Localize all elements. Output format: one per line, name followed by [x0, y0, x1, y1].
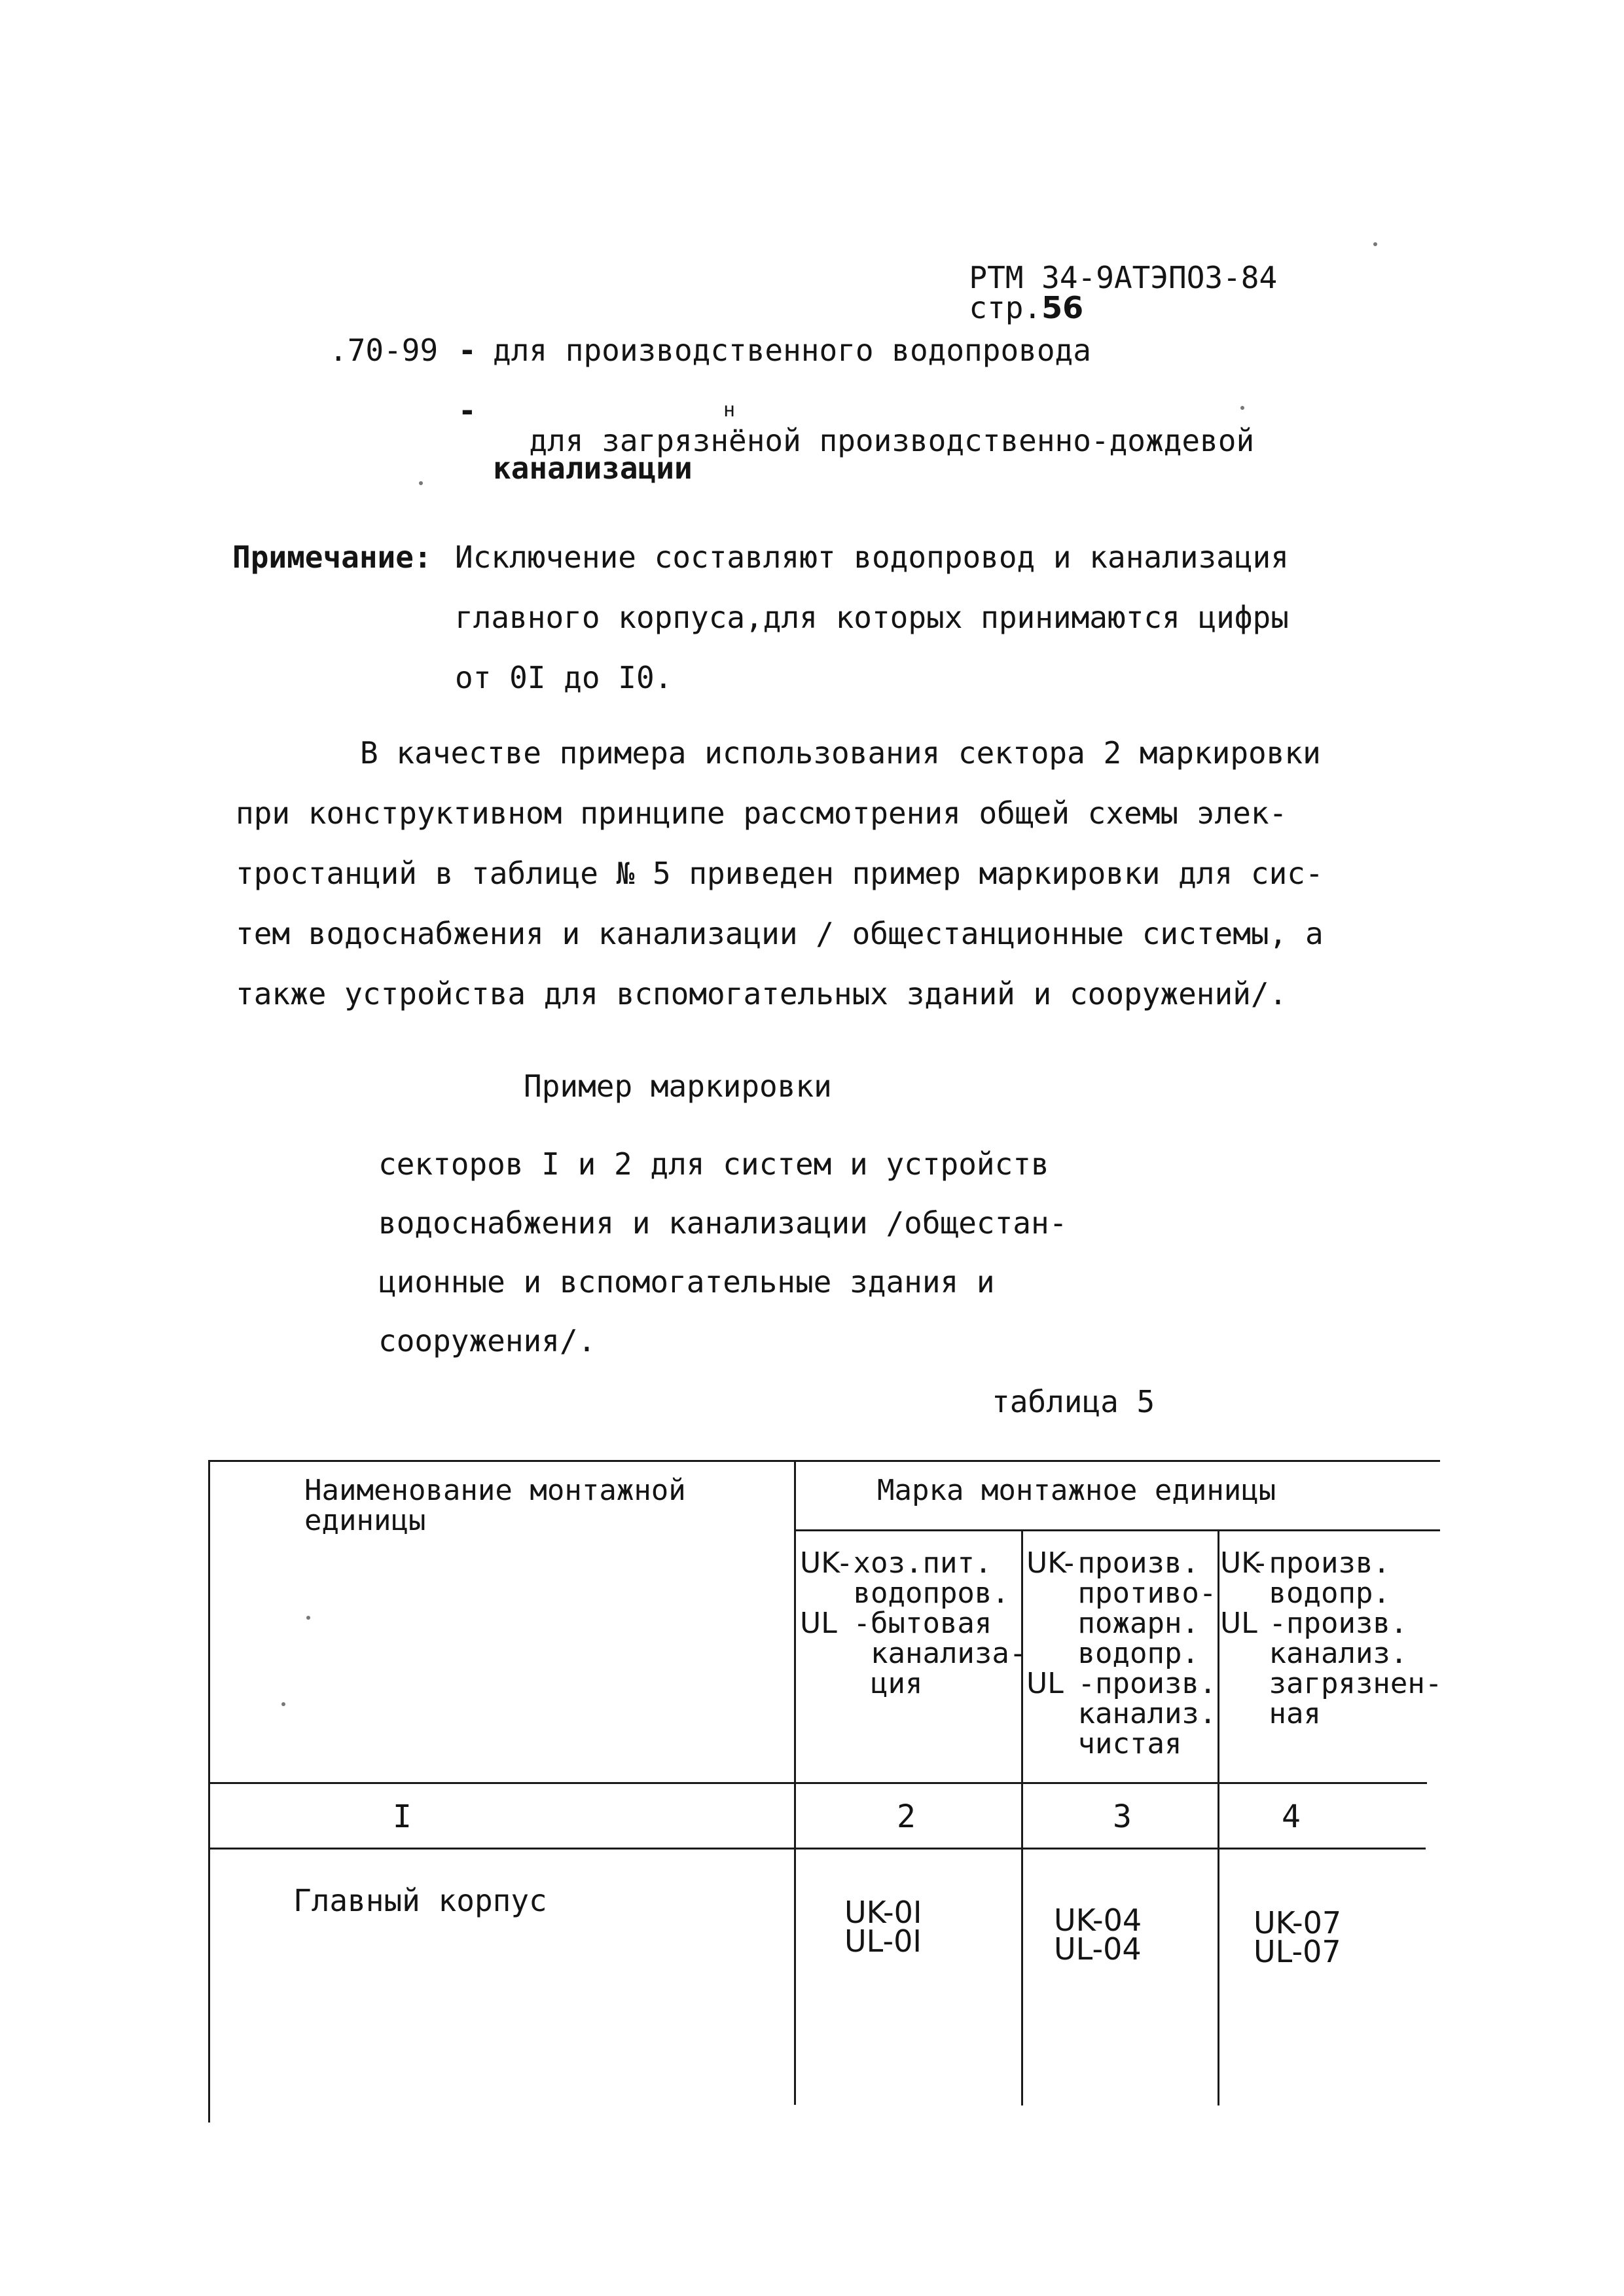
col3-divider [1218, 1529, 1219, 2105]
scan-speck [1373, 242, 1377, 246]
header-name-column: Наименование монтажной единицы [304, 1474, 686, 1537]
code-item-1: для производственного водопровода [493, 333, 1091, 368]
row-col3-mark-ul: UL-04 [1054, 1931, 1142, 1967]
code-dash-2: - [458, 393, 477, 428]
code-item-2-part1: для загрязн [529, 423, 729, 458]
paragraph-line-5: также устройства для вспомогательных зданий и сооружений/. [236, 976, 1288, 1011]
scan-speck [419, 481, 423, 485]
note-line-3: от 0I до I0. [455, 660, 673, 695]
note-label: Примечание: [232, 539, 432, 575]
code-item-2-part2: ёной производственно-дождевой [729, 423, 1255, 458]
numbers-bottom-border [208, 1848, 1426, 1850]
subheader-col4-mark-ul: UL [1220, 1607, 1257, 1640]
note-line-2: главного корпуса,для которых принимаются цифры [455, 600, 1289, 635]
paragraph-line-2: при конструктивном принципе рассмотрения общей схемы элек- [236, 795, 1288, 831]
paragraph-line-4: тем водоснабжения и канализации / общестанционные системы, а [236, 916, 1324, 951]
column-number-3: 3 [1113, 1798, 1132, 1835]
code-dash-1: - [458, 333, 477, 368]
header-mark-group: Марка монтажное единицы [877, 1474, 1276, 1507]
subheader-col2: -хоз.пит. водопров. -бытовая канализа- ция [836, 1546, 1027, 1700]
subheader-col2-mark-uk: UK [800, 1546, 840, 1580]
column-number-4: 4 [1282, 1798, 1301, 1835]
note-line-1: Исключение составляют водопровод и канализация [455, 539, 1289, 575]
subheader-col4: -произв. водопр. -произв. канализ. загрязнен- ная [1252, 1546, 1443, 1730]
paragraph-line-1: В качестве примера использования сектора 2 маркировки [360, 735, 1321, 771]
col1-divider [794, 1460, 796, 2105]
row-col2-mark-uk: UK-0I [844, 1895, 922, 1930]
column-number-1: I [393, 1798, 412, 1835]
column-number-2: 2 [897, 1798, 916, 1835]
table-top-border [208, 1460, 1440, 1462]
example-line-4: сооружения/. [378, 1323, 596, 1358]
row-col3-mark-uk: UK-04 [1054, 1903, 1142, 1938]
page-label: стр. [969, 290, 1042, 325]
scan-speck [281, 1702, 285, 1706]
page-number: 56 [1041, 290, 1084, 325]
scan-speck [1240, 406, 1244, 410]
row-name: Главный корпус [293, 1883, 547, 1918]
row-col4-mark-uk: UK-07 [1254, 1905, 1342, 1941]
subheader-col3-mark-ul: UL [1026, 1667, 1064, 1700]
table-left-border [208, 1460, 210, 2123]
insert-letter: н [723, 399, 736, 422]
document-code [933, 232, 1277, 323]
subheader-col2-mark-ul: UL [800, 1607, 837, 1640]
subheader-col4-mark-uk: UK [1220, 1546, 1261, 1580]
example-line-1: секторов I и 2 для систем и устройств [378, 1146, 1049, 1182]
subheader-divider [794, 1529, 1440, 1531]
header-bottom-border [208, 1782, 1427, 1784]
code-item-2 [493, 395, 1254, 456]
paragraph-line-3: тростанций в таблице № 5 приведен пример маркировки для сис- [236, 856, 1324, 891]
subheader-col3: -произв. противо- пожарн. водопр. -произв. канализ. чистая [1060, 1546, 1217, 1760]
row-col4-mark-ul: UL-07 [1254, 1934, 1341, 1969]
table-caption: таблица 5 [992, 1384, 1155, 1419]
doc-code-text: РТМ 34-9АТЭПОЗ-84 [969, 260, 1278, 295]
subheader-col3-mark-uk: UK [1026, 1546, 1067, 1580]
scan-speck [306, 1616, 310, 1620]
code-range: .70-99 [329, 333, 439, 368]
example-line-2: водоснабжения и канализации /общестан- [378, 1205, 1068, 1241]
example-line-3: ционные и вспомогательные здания и [378, 1264, 995, 1300]
row-col2-mark-ul: UL-0I [844, 1923, 922, 1959]
code-item-2-line2: канализации [493, 450, 693, 486]
example-title: Пример маркировки [524, 1068, 832, 1104]
